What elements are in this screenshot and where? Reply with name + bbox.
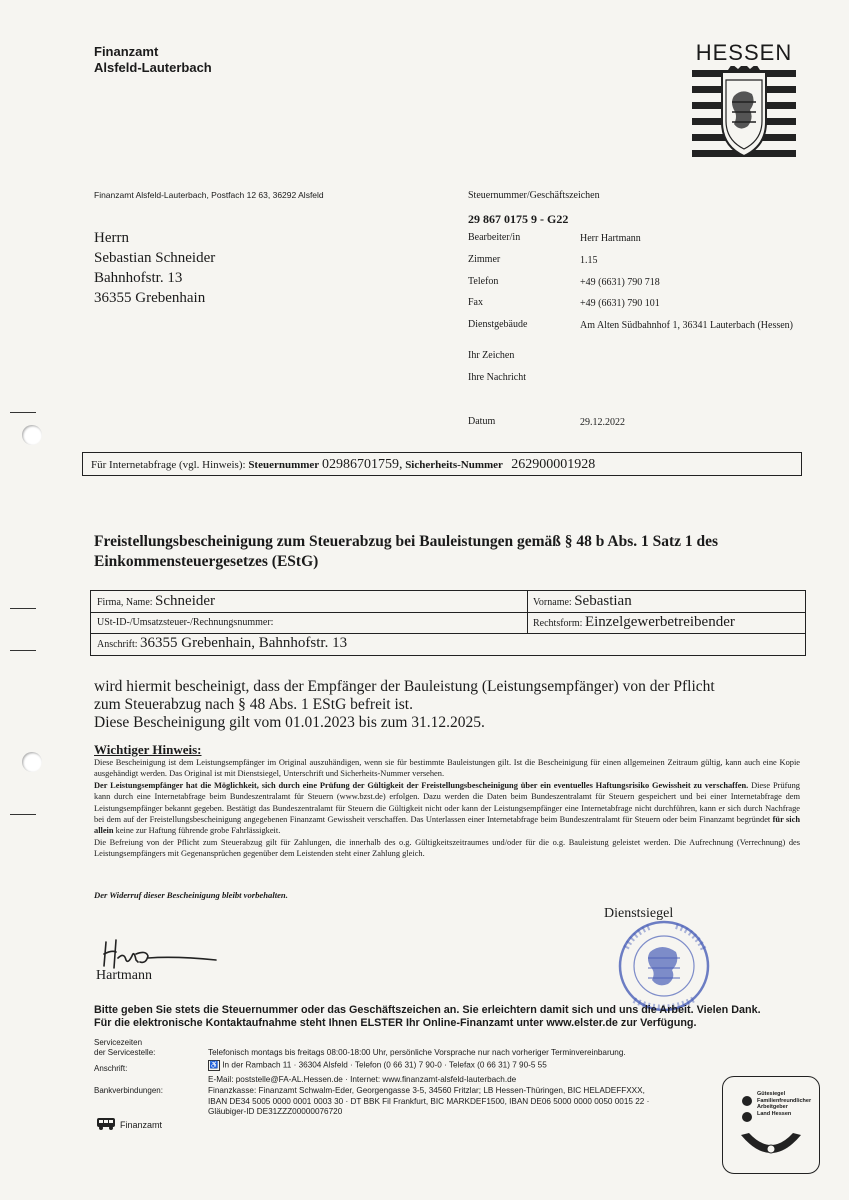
service-label-line-2: der Servicestelle: <box>94 1048 156 1057</box>
firma-label: Firma, Name: <box>97 597 153 608</box>
service-hours-value: Telefonisch montags bis freitags 08:00-18:00 Uhr, persönliche Vorsprache nur nach vorheriger Terminvereinbarung. <box>208 1048 626 1057</box>
notice-paragraph-1: Diese Bescheinigung ist dem Leistungsempfänger im Original auszuhändigen, wenn sie für bestimmte Bauleistungen gilt. Ist die Bescheinigung für einen allgemeinen Zeitraum gültig, kann auch eine Kopie ausgehändigt werden. Das Original ist mit Dienstsiegel, Unterschrift und Sicherheits-Nummer versehen. <box>94 758 800 779</box>
meta-value: Am Alten Südbahnhof 1, 36341 Lauterbach (Hessen) <box>580 320 794 331</box>
security-number-value: 262900001928 <box>511 457 596 472</box>
recipient-street: Bahnhofstr. 13 <box>94 270 183 286</box>
reference-label: Steuernummer/Geschäftszeichen <box>468 190 600 201</box>
security-number-label: Sicherheits-Nummer <box>405 459 503 471</box>
notice-text-part: Diese Prüfung kann durch eine Internetabfrage beim Bundeszentralamt für Steuern (www.bzst.de) erfolgen. Dazu werden die Daten beim Bundeszentralamt für Steuern gespeichert und bei einer Internetabfrage dem Leistungsempfänger bekannt gegeben. Bestätigt das Bundeszentralamt für Steuern die Gültigkeit nicht oder kann der Leistungsempfänger eine Internetabfrage nicht durchführen, kann er sich durch Nachfrage bei dem auf der Freistellungsbescheinigung angegebenen Finanzamt Gewissheit verschaffen. Das Unterlassen einer Internetabfrage beim Bundeszentralamt für Steuern oder beim Finanzamt begründet <box>94 780 800 825</box>
hessen-logo <box>692 40 796 167</box>
fold-mark <box>10 814 36 815</box>
fold-mark <box>10 608 36 609</box>
state-name: HESSEN <box>695 40 793 65</box>
meta-value: 29.12.2022 <box>580 417 625 428</box>
revocation-reservation: Der Widerruf dieser Bescheinigung bleibt vorbehalten. <box>94 890 288 900</box>
office-name <box>94 44 212 76</box>
notice-text-part: keine zur Haftung führende grobe Fahrlässigkeit. <box>113 826 281 836</box>
recipient-name: Sebastian Schneider <box>94 250 216 266</box>
tax-number-label: Steuernummer <box>248 459 320 471</box>
ust-cell <box>97 617 273 628</box>
seal-text-line: Arbeitgeber <box>757 1104 788 1110</box>
notice-text <box>94 757 800 860</box>
recipient-form-table <box>90 590 806 656</box>
address-label: Anschrift: <box>94 1064 128 1073</box>
notice-paragraph-2 <box>94 780 800 837</box>
certification-text <box>94 678 814 732</box>
firma-cell <box>97 593 215 610</box>
hessen-coat-of-arms-icon <box>692 66 796 162</box>
notice-paragraph-3: Die Befreiung von der Pflicht zum Steuerabzug gilt für Zahlungen, die innerhalb des o.g. Gültigkeitszeitraumes und/oder für die o.g. Bauleistung geleistet werden. Die Aufrechnung (Verrechnung) des Leistungsempfängers mit Gegenansprüchen gegenüber dem Leistenden steht einer Zahlung gleich. <box>94 837 800 859</box>
family-seal-icon <box>731 1087 811 1167</box>
reference-reminder <box>94 1004 794 1030</box>
punch-hole <box>22 752 42 772</box>
notice-bold-text: Der Leistungsempfänger hat die Möglichkeit, sich durch eine Prüfung der Gültigkeit der Freistellungsbescheinigung über ein eventuelles Haftungsrisiko Gewissheit zu verschaffen. <box>94 780 749 790</box>
meta-value: +49 (6631) 790 718 <box>580 277 660 288</box>
bank-line-1: Finanzkasse: Finanzamt Schwalm-Eder, Georgengasse 3-5, 34560 Fritzlar; LB Hessen-Thüringen, BIC HELADEFFXXX, <box>208 1086 645 1095</box>
vorname-cell <box>533 593 632 610</box>
service-hours-label <box>94 1038 155 1058</box>
vorname-label: Vorname: <box>533 597 572 608</box>
fold-mark <box>10 650 36 651</box>
meta-key: Bearbeiter/in <box>468 232 521 243</box>
rechtsform-cell <box>533 614 735 631</box>
reminder-line-2: Für die elektronische Kontaktaufnahme steht Ihnen ELSTER Ihr Online-Finanzamt unter www.elster.de zur Verfügung. <box>94 1017 697 1029</box>
bank-line-3: Gläubiger-ID DE31ZZZ00000076720 <box>208 1107 343 1116</box>
meta-key: Ihre Nachricht <box>468 372 527 383</box>
seal-text-line: Land Hessen <box>757 1110 792 1117</box>
meta-value: 1.15 <box>580 255 598 266</box>
bank-line-2: IBAN DE34 5005 0000 0001 0003 30 · DT BBK Fil Frankfurt, BIC MARKDEF1500, IBAN DE06 5000 0000 0050 0015 22 · <box>208 1096 650 1106</box>
reminder-line-1: Bitte geben Sie stets die Steuernummer oder das Geschäftszeichen an. Sie erleichtern damit sich und uns die Arbeit. Vielen Dank. <box>94 1004 761 1016</box>
document-title: Freistellungsbescheinigung zum Steuerabzug bei Bauleistungen gemäß § 48 b Abs. 1 Satz 1 des Einkommensteuergesetzes (EStG) <box>94 533 719 570</box>
office-line-2: Alsfeld-Lauterbach <box>94 60 212 75</box>
rechtsform-label: Rechtsform: <box>533 618 583 629</box>
punch-hole <box>22 425 42 445</box>
wheelchair-access-icon: ♿ <box>209 1062 219 1069</box>
certification-line-1: wird hiermit bescheinigt, dass der Empfänger der Bauleistung (Leistungsempfänger) von der Pflicht <box>94 678 715 695</box>
recipient-city: 36355 Grebenhain <box>94 290 206 306</box>
ust-label: USt-ID-/Umsatzsteuer-/Rechnungsnummer: <box>97 617 274 628</box>
certification-line-2: zum Steuerabzug nach § 48 Abs. 1 EStG befreit ist. <box>94 696 413 713</box>
certification-line-3: Diese Bescheinigung gilt vom 01.01.2023 bis zum 31.12.2025. <box>94 714 485 731</box>
meta-value: Herr Hartmann <box>580 233 641 244</box>
internet-query-box <box>82 452 802 476</box>
office-line-1: Finanzamt <box>94 44 159 59</box>
office-address <box>208 1060 547 1071</box>
meta-key: Fax <box>468 297 483 308</box>
seal-text-line: Familienfreundlicher <box>757 1097 812 1104</box>
meta-key: Dienstgebäude <box>468 319 528 330</box>
bus-stop-label: Finanzamt <box>120 1120 163 1130</box>
firma-value: Schneider <box>155 593 216 609</box>
anschrift-cell <box>97 635 347 652</box>
rechtsform-value: Einzelgewerbetreibender <box>584 614 735 630</box>
recipient-address <box>94 228 215 308</box>
meta-key: Ihr Zeichen <box>468 350 515 361</box>
reference-block <box>468 190 600 227</box>
notice-bold-text: für sich allein <box>94 815 800 836</box>
query-label: Für Internetabfrage (vgl. Hinweis): <box>91 459 246 471</box>
anschrift-value: 36355 Grebenhain, Bahnhofstr. 13 <box>140 635 348 651</box>
recipient-salutation: Herrn <box>94 230 129 246</box>
service-label-line-1: Servicezeiten <box>94 1038 143 1047</box>
meta-key: Telefon <box>468 276 499 287</box>
meta-value: +49 (6631) 790 101 <box>580 298 660 309</box>
seal-text-line: Gütesiegel <box>757 1091 786 1097</box>
office-address-value: In der Rambach 11 · 36304 Alsfeld · Telefon (0 66 31) 7 90-0 · Telefax (0 66 31) 7 90-5 55 <box>222 1060 547 1070</box>
bank-details <box>208 1086 649 1118</box>
official-seal-icon <box>604 918 724 1014</box>
tax-number-value: 02986701759, <box>321 457 403 472</box>
signer-name: Hartmann <box>96 968 152 983</box>
meta-key: Datum <box>468 416 496 427</box>
notice-heading: Wichtiger Hinweis: <box>94 742 202 757</box>
reference-number: 29 867 0175 9 - G22 <box>468 212 569 226</box>
fold-mark <box>10 412 36 413</box>
vorname-value: Sebastian <box>574 593 632 609</box>
bus-icon <box>96 1117 116 1131</box>
family-friendly-employer-seal <box>722 1076 820 1174</box>
return-address: Finanzamt Alsfeld-Lauterbach, Postfach 12 63, 36292 Alsfeld <box>94 190 324 200</box>
anschrift-label: Anschrift: <box>97 639 138 650</box>
email-internet: E-Mail: poststelle@FA-AL.Hessen.de · Internet: www.finanzamt-alsfeld-lauterbach.de <box>208 1075 517 1084</box>
meta-key: Zimmer <box>468 254 501 265</box>
seal-label: Dienstsiegel <box>604 906 674 921</box>
bank-label: Bankverbindungen: <box>94 1086 163 1095</box>
